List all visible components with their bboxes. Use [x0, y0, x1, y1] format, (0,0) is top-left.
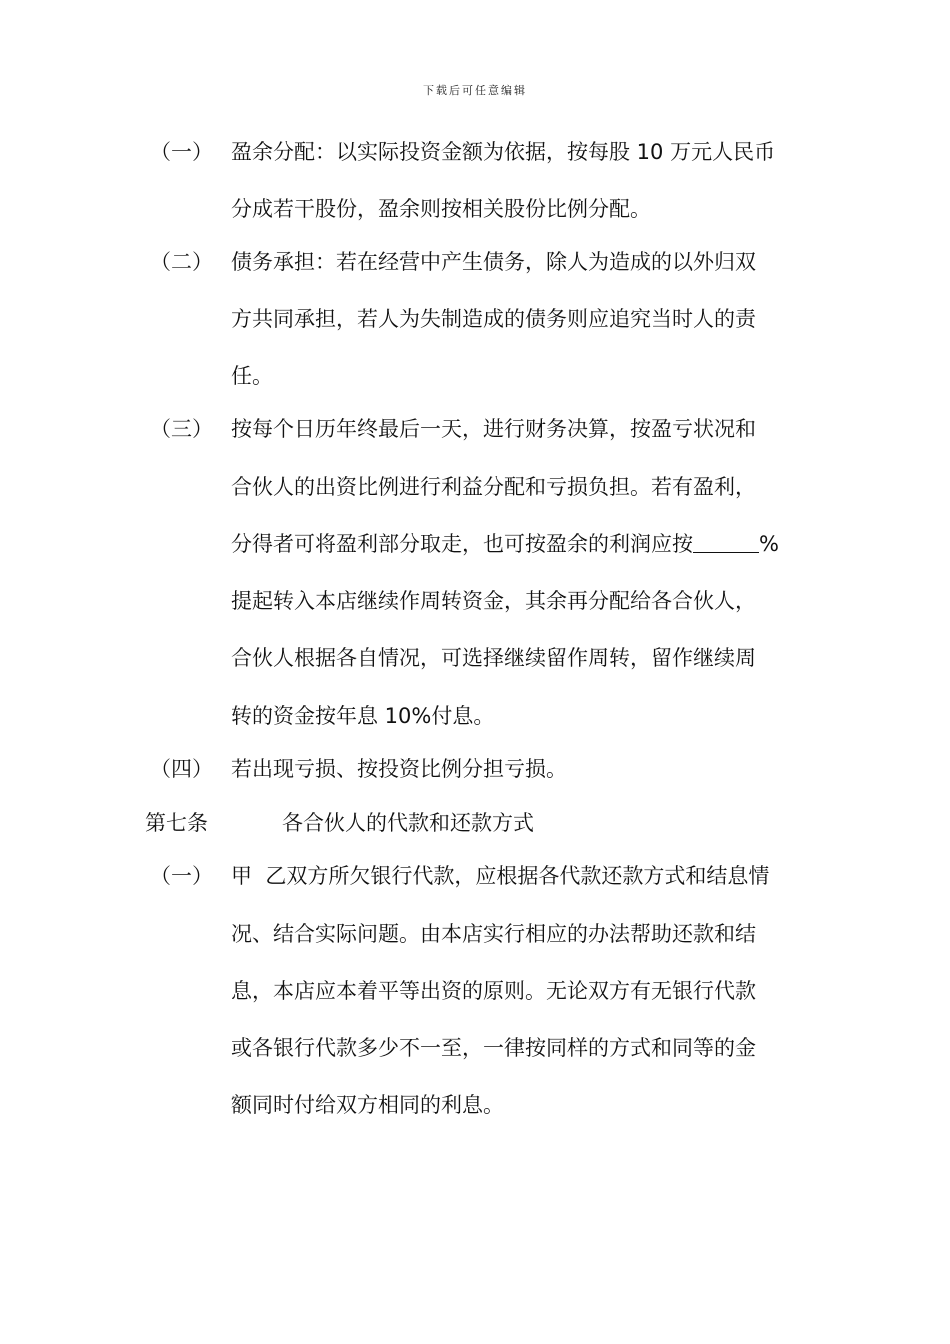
clause-text: 按每个日历年终最后一天，进行财务决算，按盈亏状况和 — [231, 417, 756, 441]
clause-text: 况、结合实际问题。由本店实行相应的办法帮助还款和结 — [231, 922, 756, 946]
clause-text: 债务承担：若在经营中产生债务，除人为造成的以外归双 — [231, 250, 756, 274]
fill-in-blank[interactable] — [693, 530, 759, 553]
clause-text-with-blank — [231, 527, 779, 561]
clause-number: （一） — [150, 864, 213, 888]
clause-text: 若出现亏损、按投资比例分担亏损。 — [231, 757, 567, 781]
clause-number: （一） — [150, 140, 213, 164]
clause-text: 方共同承担，若人为失制造成的债务则应追究当时人的责 — [231, 307, 756, 331]
article-label: 第七条 — [145, 811, 208, 835]
clause-text: 分成若干股份，盈余则按相关股份比例分配。 — [231, 197, 651, 221]
percent-sign: % — [759, 532, 779, 556]
page-header-note: 下载后可任意编辑 — [423, 84, 527, 97]
clause-number: （二） — [150, 250, 213, 274]
clause-text: 额同时付给双方相同的利息。 — [231, 1093, 504, 1117]
clause-text: 甲 乙双方所欠银行代款，应根据各代款还款方式和结息情 — [231, 864, 770, 888]
clause-text: 盈余分配：以实际投资金额为依据，按每股 10 万元人民币 — [231, 140, 776, 164]
clause-text: 提起转入本店继续作周转资金，其余再分配给各合伙人， — [231, 589, 756, 613]
clause-text: 合伙人根据各自情况，可选择继续留作周转，留作继续周 — [231, 646, 756, 670]
article-title: 各合伙人的代款和还款方式 — [282, 811, 534, 835]
clause-text: 分得者可将盈利部分取走，也可按盈余的利润应按 — [231, 532, 693, 556]
clause-text: 或各银行代款多少不一至，一律按同样的方式和同等的金 — [231, 1036, 756, 1060]
clause-text: 任。 — [231, 364, 273, 388]
clause-text: 转的资金按年息 10%付息。 — [231, 704, 495, 728]
clause-text: 合伙人的出资比例进行利益分配和亏损负担。若有盈利， — [231, 475, 756, 499]
clause-text: 息，本店应本着平等出资的原则。无论双方有无银行代款 — [231, 979, 756, 1003]
clause-number: （三） — [150, 417, 213, 441]
clause-number: （四） — [150, 757, 213, 781]
